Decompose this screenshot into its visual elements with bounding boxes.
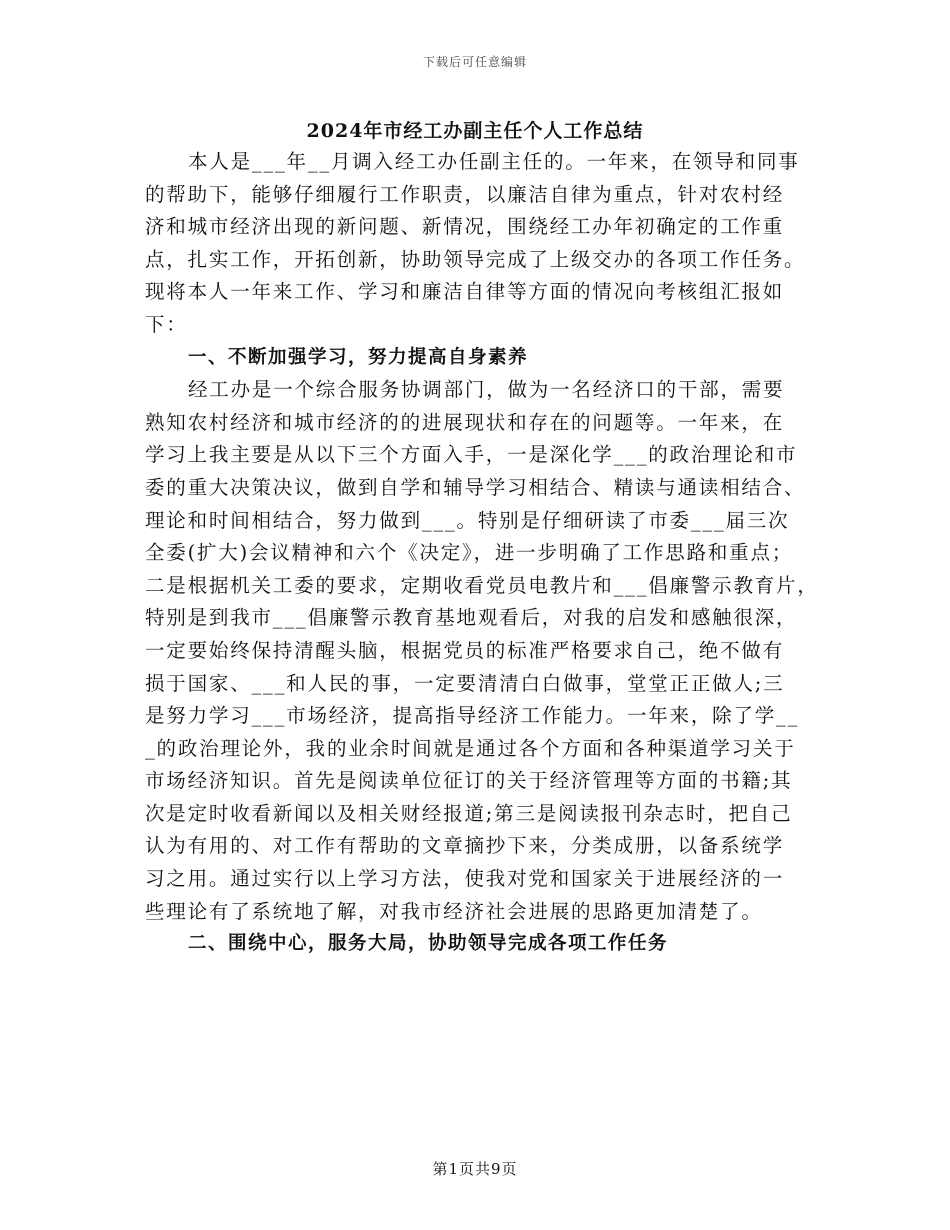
body-text-line: 市场经济知识。首先是阅读单位征订的关于经济管理等方面的书籍;其 (145, 769, 793, 793)
body-text-line: 习之用。通过实行以上学习方法，使我对党和国家关于进展经济的一 (145, 867, 785, 891)
body-text-line: 认为有用的、对工作有帮助的文章摘抄下来，分类成册，以备系统学 (145, 834, 785, 858)
body-text-line: 一定要始终保持清醒头脑，根据党员的标准严格要求自己，绝不做有 (145, 638, 785, 662)
section-heading: 一、不断加强学习，努力提高自身素养 (188, 346, 529, 368)
body-text-line: 理论和时间相结合，努力做到___。特别是仔细研读了市委___届三次 (145, 508, 790, 532)
document-body (145, 146, 819, 961)
body-text-line: 委的重大决策决议，做到自学和辅导学习相结合、精读与通读相结合、 (145, 475, 806, 499)
body-text-line: 二是根据机关工委的要求，定期收看党员电教片和___倡廉警示教育片， (145, 573, 819, 597)
body-text-line: 学习上我主要是从以下三个方面入手，一是深化学___的政治理论和市 (145, 443, 798, 467)
body-text-line: 次是定时收看新闻以及相关财经报道;第三是阅读报刊杂志时，把自己 (145, 801, 793, 825)
body-text-line: 经工办是一个综合服务协调部门，做为一名经济口的干部，需要 (188, 378, 785, 402)
section-heading: 二、围绕中心，服务大局，协助领导完成各项工作任务 (188, 933, 669, 955)
body-text-line: 济和城市经济出现的新问题、新情况，围绕经工办年初确定的工作重 (145, 215, 785, 239)
body-text-line: _的政治理论外，我的业余时间就是通过各个方面和各种渠道学习关于 (145, 736, 796, 760)
page-number-footer: 第1页共9页 (432, 1160, 518, 1178)
page-header-note: 下载后可任意编辑 (422, 55, 527, 69)
body-text-line: 的帮助下，能够仔细履行工作职责，以廉洁自律为重点，针对农村经 (145, 182, 785, 206)
body-text-line: 些理论有了系统地了解，对我市经济社会进展的思路更加清楚了。 (145, 899, 763, 923)
document-title: 2024年市经工办副主任个人工作总结 (306, 120, 644, 142)
body-text-line: 熟知农村经济和城市经济的的进展现状和存在的问题等。一年来，在 (145, 410, 785, 434)
body-text-line: 损于国家、___和人民的事，一定要清清白白做事，堂堂正正做人;三 (145, 671, 785, 695)
body-text-line: 现将本人一年来工作、学习和廉洁自律等方面的情况向考核组汇报如 (145, 280, 785, 304)
body-text-line: 下： (145, 312, 188, 336)
body-text-line: 点，扎实工作，开拓创新，协助领导完成了上级交办的各项工作任务。 (145, 247, 806, 271)
body-text-line: 是努力学习___市场经济，提高指导经济工作能力。一年来，除了学__ (145, 704, 800, 728)
body-text-line: 全委(扩大)会议精神和六个《决定》，进一步明确了工作思路和重点； (145, 541, 794, 565)
body-text-line: 特别是到我市___倡廉警示教育基地观看后，对我的启发和感触很深， (145, 606, 798, 630)
body-text-line: 本人是___年__月调入经工办任副主任的。一年来，在领导和同事 (188, 150, 800, 173)
